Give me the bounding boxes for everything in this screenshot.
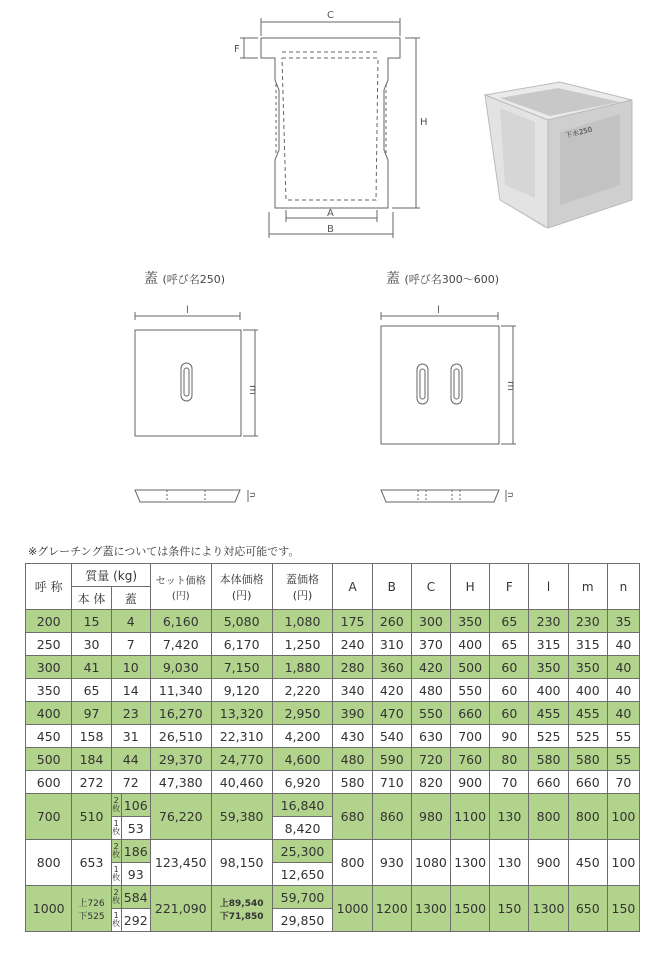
- table-cell: 7,150: [211, 656, 272, 679]
- table-cell: 80: [490, 748, 529, 771]
- table-cell: 7,420: [150, 633, 211, 656]
- table-body-large: [26, 794, 640, 932]
- photo-label: 下水250: [564, 125, 594, 140]
- cover-250-title: 蓋: [144, 271, 158, 287]
- body-price-lower: 下71,850: [219, 911, 264, 922]
- table-cell: 4,200: [272, 725, 333, 748]
- table-cell: 41: [72, 656, 111, 679]
- table-cell: 390: [333, 702, 372, 725]
- cover-250-label: [144, 268, 225, 288]
- header-l: l: [529, 564, 568, 610]
- table-cell: 980: [411, 794, 450, 840]
- dim-label-n-2: n: [505, 492, 515, 498]
- table-cell: 150: [490, 886, 529, 932]
- table-cell: 40: [607, 702, 639, 725]
- table-cell: 800: [529, 794, 568, 840]
- table-cell: 25,300: [272, 840, 333, 863]
- table-cell: 450: [568, 840, 607, 886]
- table-cell: 310: [372, 633, 411, 656]
- table-cell: 60: [490, 679, 529, 702]
- table-cell: 221,090: [150, 886, 211, 932]
- table-body: [26, 610, 640, 794]
- table-cell: 1300: [451, 840, 490, 886]
- table-cell: 12,650: [272, 863, 333, 886]
- cover-300-600-drawing: [381, 312, 516, 502]
- table-cell: 720: [411, 748, 450, 771]
- table-cell: 40: [607, 633, 639, 656]
- table-cell: 700: [451, 725, 490, 748]
- table-cell: 29,850: [272, 909, 333, 932]
- table-cell: 930: [372, 840, 411, 886]
- dim-label-m-2: m: [505, 381, 516, 391]
- table-cell: 130: [490, 840, 529, 886]
- table-cell: 480: [333, 748, 372, 771]
- lid-mass: 106: [123, 797, 148, 813]
- table-cell: 23: [111, 702, 150, 725]
- table-cell: 1080: [411, 840, 450, 886]
- table-cell: 580: [529, 748, 568, 771]
- table-cell: 60: [490, 656, 529, 679]
- table-cell: 1200: [372, 886, 411, 932]
- dim-label-l-2: l: [437, 305, 440, 316]
- table-cell: 70: [607, 771, 639, 794]
- table-cell: 653: [72, 840, 111, 886]
- table-cell: 1300: [529, 886, 568, 932]
- body-section-drawing: [240, 18, 420, 238]
- table-cell: 525: [568, 725, 607, 748]
- table-cell: 760: [451, 748, 490, 771]
- table-cell: 1100: [451, 794, 490, 840]
- lid-mass: 584: [123, 889, 148, 905]
- table-cell: 240: [333, 633, 372, 656]
- table-cell: 710: [372, 771, 411, 794]
- table-cell: 29,370: [150, 748, 211, 771]
- header-set-price-label: セット価格: [155, 575, 206, 587]
- header-b: B: [372, 564, 411, 610]
- table-cell: 26,510: [150, 725, 211, 748]
- table-cell: 480: [411, 679, 450, 702]
- table-cell: 315: [568, 633, 607, 656]
- table-row: [26, 610, 640, 633]
- table-cell: 280: [333, 656, 372, 679]
- table-cell: 1000: [333, 886, 372, 932]
- table-cell: 1,080: [272, 610, 333, 633]
- table-cell: 660: [451, 702, 490, 725]
- table-cell: 800: [333, 840, 372, 886]
- table-cell: 22,310: [211, 725, 272, 748]
- table-cell: 300: [411, 610, 450, 633]
- lid-mass: 186: [123, 843, 148, 859]
- table-cell: 44: [111, 748, 150, 771]
- dim-label-f: F: [234, 44, 240, 55]
- header-mass-body: 本 体: [72, 587, 111, 610]
- lid-count: 1枚: [112, 863, 122, 885]
- dim-label-m-1: m: [247, 385, 258, 395]
- table-cell: 14: [111, 679, 150, 702]
- lid-count: 1枚: [112, 817, 122, 839]
- table-cell: 40,460: [211, 771, 272, 794]
- header-body-price-unit: (円): [231, 588, 252, 602]
- table-cell: 15: [72, 610, 111, 633]
- table-cell: 350: [529, 656, 568, 679]
- table-cell: 1500: [451, 886, 490, 932]
- table-cell: 60: [490, 702, 529, 725]
- table-cell: 7: [111, 633, 150, 656]
- table-cell: 158: [72, 725, 111, 748]
- header-lid-price: [272, 564, 333, 610]
- table-cell: 123,450: [150, 840, 211, 886]
- table-cell: 2,220: [272, 679, 333, 702]
- table-cell: 660: [529, 771, 568, 794]
- table-cell: 59,700: [272, 886, 333, 909]
- table-cell: 97: [72, 702, 111, 725]
- table-cell: 540: [372, 725, 411, 748]
- table-cell: 315: [529, 633, 568, 656]
- table-row: [26, 702, 640, 725]
- cover-300-title: 蓋: [386, 271, 400, 287]
- header-lid-price-label: 蓋価格: [286, 572, 320, 586]
- table-cell: 40: [607, 656, 639, 679]
- table-cell: 150: [607, 886, 639, 932]
- header-set-price: [150, 564, 211, 610]
- table-cell: 590: [372, 748, 411, 771]
- cover-300-sub: (呼び名300～600): [404, 273, 500, 286]
- table-cell: 65: [490, 633, 529, 656]
- table-cell: 360: [372, 656, 411, 679]
- lid-count: 1枚: [112, 909, 122, 931]
- dim-label-b: B: [327, 224, 334, 235]
- table-cell: 420: [372, 679, 411, 702]
- table-cell: [211, 886, 272, 932]
- table-cell: 47,380: [150, 771, 211, 794]
- header-body-price-label: 本体価格: [219, 572, 264, 586]
- table-cell: 550: [451, 679, 490, 702]
- table-cell: 72: [111, 771, 150, 794]
- table-cell: [111, 817, 150, 840]
- header-name: 呼 称: [26, 564, 72, 610]
- product-photo: [470, 80, 646, 230]
- table-cell: 4,600: [272, 748, 333, 771]
- lid-count: 2枚: [112, 886, 122, 908]
- dim-label-a: A: [327, 208, 334, 219]
- dim-label-l-1: l: [186, 305, 189, 316]
- table-cell: 76,220: [150, 794, 211, 840]
- header-m: m: [568, 564, 607, 610]
- table-cell: 55: [607, 748, 639, 771]
- table-cell: 680: [333, 794, 372, 840]
- table-row: [26, 771, 640, 794]
- body-price-upper: 上89,540: [219, 898, 264, 909]
- table-cell: 350: [568, 656, 607, 679]
- lid-count: 2枚: [112, 794, 122, 816]
- table-cell: 11,340: [150, 679, 211, 702]
- table-cell: 175: [333, 610, 372, 633]
- table-cell: [72, 886, 111, 932]
- dim-label-c: C: [327, 10, 334, 21]
- table-cell: 350: [451, 610, 490, 633]
- table-cell: 230: [568, 610, 607, 633]
- table-cell: 40: [607, 679, 639, 702]
- table-cell: 450: [26, 725, 72, 748]
- table-cell: 130: [490, 794, 529, 840]
- cover-250-drawing: [135, 312, 258, 502]
- table-cell: 510: [72, 794, 111, 840]
- header-mass: 質量 (kg): [72, 564, 150, 587]
- table-cell: 400: [451, 633, 490, 656]
- lid-mass: 292: [123, 912, 148, 928]
- table-cell: 800: [568, 794, 607, 840]
- table-cell: 1000: [26, 886, 72, 932]
- table-cell: 400: [568, 679, 607, 702]
- header-set-price-unit: (円): [171, 590, 190, 602]
- table-cell: 400: [26, 702, 72, 725]
- table-cell: [111, 909, 150, 932]
- table-cell: 16,270: [150, 702, 211, 725]
- table-cell: 1300: [411, 886, 450, 932]
- table-cell: 660: [568, 771, 607, 794]
- table-row: [26, 633, 640, 656]
- table-cell: 650: [568, 886, 607, 932]
- table-cell: 200: [26, 610, 72, 633]
- table-cell: 800: [26, 840, 72, 886]
- table-cell: 1,880: [272, 656, 333, 679]
- table-cell: 59,380: [211, 794, 272, 840]
- table-cell: 420: [411, 656, 450, 679]
- body-mass-upper: 上726: [78, 898, 105, 909]
- table-cell: 98,150: [211, 840, 272, 886]
- header-f: F: [490, 564, 529, 610]
- table-cell: 90: [490, 725, 529, 748]
- lid-mass: 93: [127, 866, 144, 882]
- table-cell: 250: [26, 633, 72, 656]
- table-cell: 455: [529, 702, 568, 725]
- table-cell: 9,030: [150, 656, 211, 679]
- table-cell: 820: [411, 771, 450, 794]
- table-cell: 525: [529, 725, 568, 748]
- table-cell: 550: [411, 702, 450, 725]
- table-cell: 630: [411, 725, 450, 748]
- table-cell: 65: [490, 610, 529, 633]
- header-a: A: [333, 564, 372, 610]
- table-cell: 400: [529, 679, 568, 702]
- table-cell: 700: [26, 794, 72, 840]
- table-cell: 184: [72, 748, 111, 771]
- table-cell: [111, 840, 150, 863]
- header-n: n: [607, 564, 639, 610]
- table-cell: 70: [490, 771, 529, 794]
- body-mass-lower: 下525: [78, 911, 105, 922]
- cover-250-sub: (呼び名250): [162, 273, 226, 286]
- table-cell: 6,170: [211, 633, 272, 656]
- table-row: [26, 656, 640, 679]
- table-cell: 31: [111, 725, 150, 748]
- table-cell: 500: [26, 748, 72, 771]
- table-cell: 455: [568, 702, 607, 725]
- table-cell: 600: [26, 771, 72, 794]
- table-cell: 860: [372, 794, 411, 840]
- spec-table: [25, 563, 640, 932]
- table-cell: 13,320: [211, 702, 272, 725]
- header-body-price: [211, 564, 272, 610]
- table-cell: 470: [372, 702, 411, 725]
- table-cell: 900: [451, 771, 490, 794]
- header-c: C: [411, 564, 450, 610]
- table-cell: 6,920: [272, 771, 333, 794]
- table-cell: 580: [333, 771, 372, 794]
- lid-count: 2枚: [112, 840, 122, 862]
- dim-label-n-1: n: [247, 492, 257, 498]
- table-cell: 370: [411, 633, 450, 656]
- table-cell: 230: [529, 610, 568, 633]
- table-cell: 350: [26, 679, 72, 702]
- table-cell: [111, 794, 150, 817]
- table-cell: 30: [72, 633, 111, 656]
- table-cell: 100: [607, 794, 639, 840]
- table-cell: 100: [607, 840, 639, 886]
- cover-300-label: [386, 268, 499, 288]
- lid-mass: 53: [127, 820, 144, 836]
- table-cell: 16,840: [272, 794, 333, 817]
- dim-label-h: H: [420, 117, 428, 128]
- table-cell: 55: [607, 725, 639, 748]
- table-cell: 340: [333, 679, 372, 702]
- table-cell: 430: [333, 725, 372, 748]
- table-cell: 5,080: [211, 610, 272, 633]
- table-row: [26, 725, 640, 748]
- table-cell: 2,950: [272, 702, 333, 725]
- table-cell: 9,120: [211, 679, 272, 702]
- table-cell: 24,770: [211, 748, 272, 771]
- table-cell: 272: [72, 771, 111, 794]
- table-row: [26, 748, 640, 771]
- table-cell: 500: [451, 656, 490, 679]
- grating-note: ※グレーチング蓋については条件により対応可能です。: [28, 545, 300, 558]
- table-cell: 580: [568, 748, 607, 771]
- header-mass-lid: 蓋: [111, 587, 150, 610]
- table-cell: [111, 886, 150, 909]
- table-cell: 8,420: [272, 817, 333, 840]
- header-lid-price-unit: (円): [292, 588, 313, 602]
- table-row: [26, 679, 640, 702]
- table-cell: [111, 863, 150, 886]
- table-cell: 260: [372, 610, 411, 633]
- table-cell: 1,250: [272, 633, 333, 656]
- table-cell: 300: [26, 656, 72, 679]
- table-cell: 900: [529, 840, 568, 886]
- table-cell: 10: [111, 656, 150, 679]
- table-cell: 6,160: [150, 610, 211, 633]
- table-cell: 35: [607, 610, 639, 633]
- table-cell: 65: [72, 679, 111, 702]
- table-cell: 4: [111, 610, 150, 633]
- header-h: H: [451, 564, 490, 610]
